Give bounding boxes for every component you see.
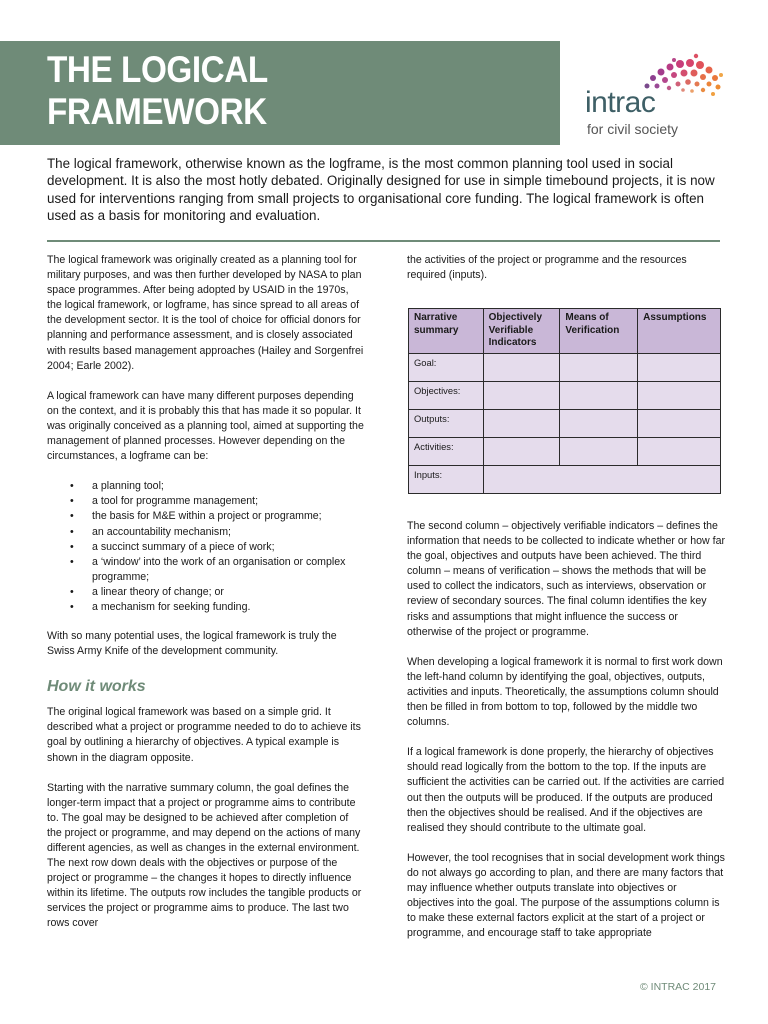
- list-item-text: a succinct summary of a piece of work;: [92, 540, 275, 553]
- logo-tagline: for civil society: [587, 121, 679, 137]
- table-cell: [638, 410, 721, 438]
- bullet-icon: •: [70, 525, 74, 538]
- title-banner: [0, 41, 560, 145]
- paragraph-history: The logical framework was originally created as a planning tool for military purposes, and was then further developed by NASA to plan space programmes. After being adopted by USAID in the 1970s, the logical framework, or logframe, has since spread to all areas of the development sector. It is the tool of choice for official donors for planning and performance assessment, and is closely associated with results based management approaches (Hailey and Sorgenfrei 2004; Earle 2002).: [47, 254, 364, 372]
- list-item: [47, 479, 365, 494]
- row-label-activities: Activities:: [409, 438, 484, 466]
- list-item-text: a planning tool;: [92, 480, 164, 493]
- header-narrative-summary: Narrative summary: [409, 309, 484, 354]
- intrac-logo: [585, 48, 725, 140]
- paragraph-purposes: A logical framework can have many different purposes depending on the context, and it is probably this that has made it so popular. It was originally conceived as a planning tool, aimed at supporting the management of planned processes. However depending on the circumstances, a logframe can be:: [47, 389, 364, 463]
- section-divider: [47, 240, 720, 242]
- table-cell: [560, 410, 638, 438]
- bullet-icon: •: [70, 495, 74, 508]
- list-item: [47, 585, 365, 600]
- intro-paragraph: The logical framework, otherwise known as the logframe, is the most common planning tool used in social development. It is also the most hotly debated. Originally designed for use in simple timebound projects, it is now used for interventions ranging from small projects to organisational core funding. The logical framework is often used as a basis for monitoring and evaluation.: [47, 156, 715, 224]
- logframe-table: [408, 308, 721, 494]
- table-row: [409, 382, 721, 410]
- table-cell: [638, 382, 721, 410]
- table-cell: [560, 354, 638, 382]
- paragraph-assumptions: However, the tool recognises that in social development work things do not always go according to plan, and there are many factors that may influence whether outputs translate into objectives or objectives into the goal. The purpose of the assumptions column is to make these external factors explicit at the start of a project or programme, and encourage staff to take appropriate: [407, 851, 725, 940]
- how-it-works-heading: How it works: [47, 678, 146, 696]
- list-item-text: an accountability mechanism;: [92, 525, 231, 538]
- left-column: [47, 253, 365, 947]
- bullet-icon: •: [70, 480, 74, 493]
- page-title: [47, 49, 268, 133]
- row-label-goal: Goal:: [409, 354, 484, 382]
- paragraph-hierarchy: If a logical framework is done properly, the hierarchy of objectives should read logically from the bottom to the top. If the inputs are sufficient the activities can be carried out. If the activities are carried out then the outputs will be produced. If the outputs are produced then the objectives should be realised. And if the objectives are realised they should contribute to the ultimate goal.: [407, 746, 725, 834]
- paragraph-grid: The original logical framework was based on a simple grid. It described what a project or programme needed to do to achieve its goal by outlining a hierarchy of objectives. A typical example is shown in the diagram opposite.: [47, 706, 361, 764]
- table-row: [409, 410, 721, 438]
- table-cell: [483, 410, 560, 438]
- table-cell: [560, 382, 638, 410]
- list-item: [47, 525, 365, 540]
- bullet-icon: •: [70, 555, 74, 568]
- title-line-2: FRAMEWORK: [47, 91, 267, 132]
- table-cell: [483, 354, 560, 382]
- table-row: [409, 466, 721, 494]
- title-line-1: THE LOGICAL: [47, 49, 268, 90]
- row-label-outputs: Outputs:: [409, 410, 484, 438]
- list-item-text: a tool for programme management;: [92, 495, 259, 508]
- table-cell: [483, 382, 560, 410]
- right-column-lower: [407, 519, 725, 956]
- table-cell: [560, 438, 638, 466]
- list-item: [47, 494, 365, 509]
- table-header-row: [409, 309, 721, 354]
- header-means-of-verification: Means of Verification: [560, 309, 638, 354]
- table-cell-merged: [483, 466, 720, 494]
- paragraph-narrative-summary: Starting with the narrative summary column, the goal defines the longer-term impact that a project or programme aims to contribute to. The goal may be designed to be achieved after completion of the project or programme, and may depend on the actions of many different agencies, as well as changes in the external environment. The next row down deals with the objectives or purpose of the project or programme – the changes it hopes to directly influence within its lifetime. The outputs row includes the tangible products or services the project or programme aims to produce. The last two rows cover: [47, 781, 362, 930]
- paragraph-swiss-army: With so many potential uses, the logical framework is truly the Swiss Army Knife of the development community.: [47, 630, 337, 658]
- table-row: [409, 438, 721, 466]
- row-label-inputs: Inputs:: [409, 466, 484, 494]
- list-item: [47, 509, 365, 524]
- bullet-icon: •: [70, 600, 74, 613]
- table-cell: [638, 438, 721, 466]
- list-item-text: a ‘window’ into the work of an organisation or complex programme;: [92, 555, 346, 583]
- table-cell: [638, 354, 721, 382]
- row-label-objectives: Objectives:: [409, 382, 484, 410]
- list-item-text: a linear theory of change; or: [92, 585, 224, 598]
- header-indicators: Objectively Verifiable Indicators: [483, 309, 560, 354]
- logo-wordmark: intrac: [585, 86, 656, 119]
- paragraph-columns: The second column – objectively verifiable indicators – defines the information that needs to be collected to indicate whether or how far the goal, objectives and outputs have been achieved. The third column – means of verification – shows the methods that will be used to collect the indicators, such as interviews, observation or review of secondary sources. The final column identifies the key risks and assumptions that might influence the success or otherwise of the project or programme.: [407, 520, 725, 638]
- paragraph-continued: the activities of the project or programme and the resources required (inputs).: [407, 254, 687, 282]
- right-column: [407, 253, 725, 298]
- list-item: [47, 600, 365, 615]
- bullet-icon: •: [70, 540, 74, 553]
- bullet-icon: •: [70, 510, 74, 523]
- table-cell: [483, 438, 560, 466]
- list-item-text: a mechanism for seeking funding.: [92, 600, 251, 613]
- paragraph-developing: When developing a logical framework it is normal to first work down the left-hand column by identifying the goal, objectives, outputs, activities and inputs. Theoretically, the assumptions column should then be filled in from bottom to top, followed by the middle two columns.: [407, 655, 723, 729]
- table-row: [409, 354, 721, 382]
- copyright-footer: © INTRAC 2017: [640, 981, 717, 993]
- list-item: [47, 555, 365, 585]
- bullet-icon: •: [70, 585, 74, 598]
- list-item-text: the basis for M&E within a project or programme;: [92, 510, 322, 523]
- list-item: [47, 540, 365, 555]
- purposes-list: [47, 479, 365, 615]
- header-assumptions: Assumptions: [638, 309, 721, 354]
